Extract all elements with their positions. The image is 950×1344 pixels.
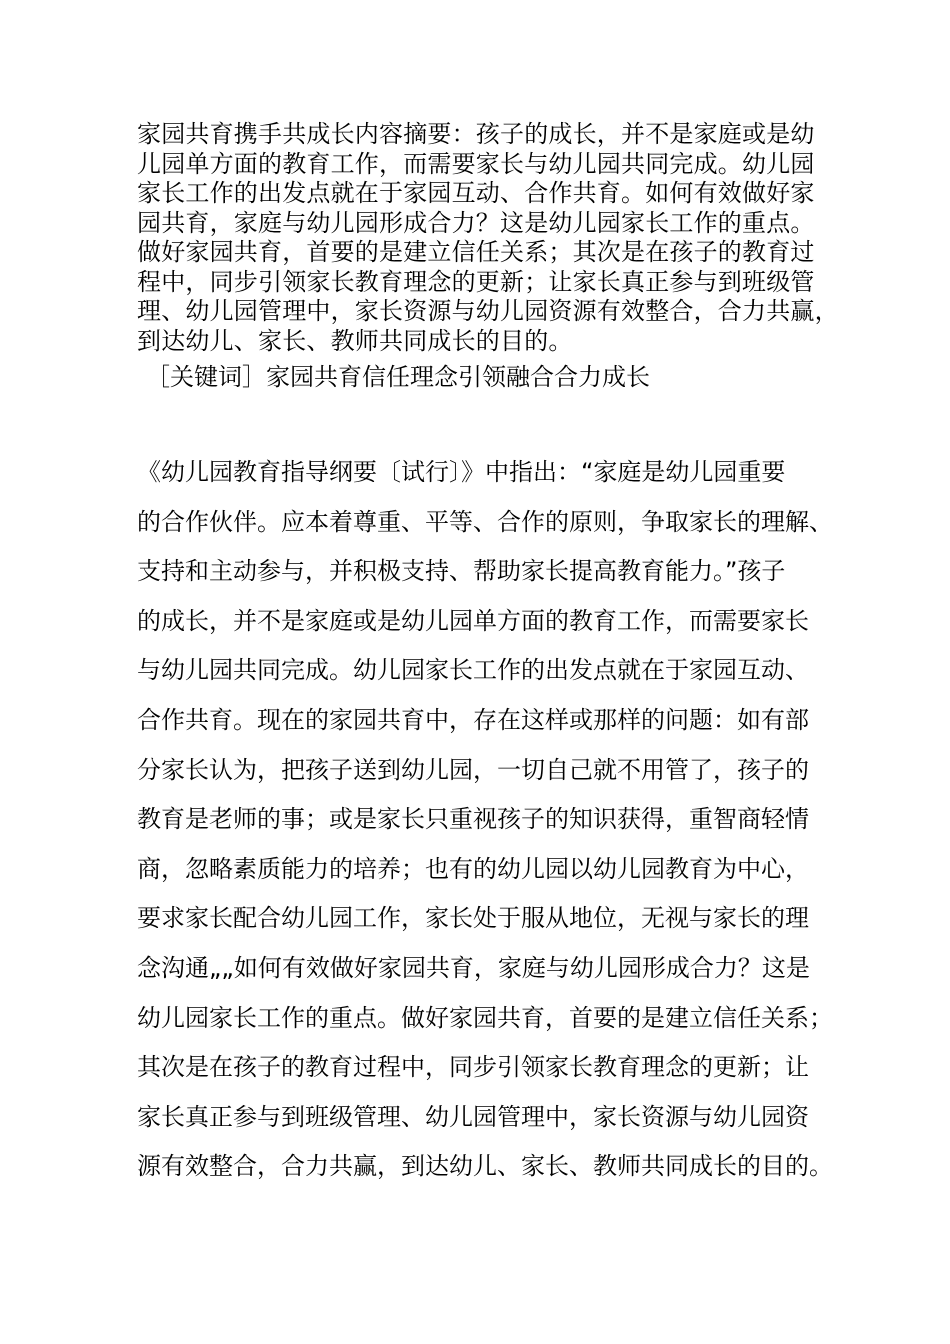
- body-line: 合作共育。现在的家园共育中，存在这样或那样的问题：如有部: [137, 705, 809, 734]
- body-line: 幼儿园家长工作的重点。做好家园共育，首要的是建立信任关系；: [137, 1003, 833, 1032]
- abstract-paragraph: [137, 120, 837, 356]
- body-line: 家长真正参与到班级管理、幼儿园管理中，家长资源与幼儿园资: [137, 1102, 809, 1131]
- abstract-line: 儿园单方面的教育工作，而需要家长与幼儿园共同完成。幼儿园: [137, 149, 815, 178]
- abstract-line: 做好家园共育，首要的是建立信任关系；其次是在孩子的教育过: [137, 238, 815, 266]
- body-line: 分家长认为，把孩子送到幼儿园，一切自己就不用管了，孩子的: [137, 755, 809, 784]
- abstract-line: 到达幼儿、家长、教师共同成长的目的。: [137, 326, 573, 355]
- body-line: 其次是在孩子的教育过程中，同步引领家长教育理念的更新；让: [137, 1053, 809, 1082]
- body-line: 商，忽略素质能力的培养；也有的幼儿园以幼儿园教育为中心，: [137, 854, 809, 883]
- body-line: 源有效整合，合力共赢，到达幼儿、家长、教师共同成长的目的。: [137, 1152, 833, 1181]
- body-line: 与幼儿园共同完成。幼儿园家长工作的出发点就在于家园互动、: [137, 656, 809, 685]
- body-line: 念沟通„„如何有效做好家园共育，家庭与幼儿园形成合力？这是: [137, 953, 810, 982]
- body-line: 支持和主动参与，并积极支持、帮助家长提高教育能力。”孩子: [137, 557, 786, 586]
- abstract-line: 家园共育携手共成长内容摘要：孩子的成长，并不是家庭或是幼: [137, 120, 815, 148]
- body-line: 要求家长配合幼儿园工作，家长处于服从地位，无视与家长的理: [137, 904, 809, 933]
- body-line: 的合作伙伴。应本着尊重、平等、合作的原则，争取家长的理解、: [137, 507, 833, 536]
- keywords-line: ［关键词］家园共育信任理念引领融合合力成长: [146, 363, 650, 391]
- abstract-line: 家长工作的出发点就在于家园互动、合作共育。如何有效做好家: [137, 179, 815, 207]
- body-paragraph: [137, 448, 842, 1192]
- abstract-line: 程中，同步引领家长教育理念的更新；让家长真正参与到班级管: [137, 267, 815, 296]
- body-line: 《幼儿园教育指导纲要〔试行〕》中指出：“家庭是幼儿园重要: [137, 458, 786, 486]
- body-line: 教育是老师的事；或是家长只重视孩子的知识获得，重智商轻情: [137, 805, 809, 834]
- body-line: 的成长，并不是家庭或是幼儿园单方面的教育工作，而需要家长: [137, 606, 809, 635]
- abstract-line: 理、幼儿园管理中，家长资源与幼儿园资源有效整合，合力共赢，: [137, 297, 839, 325]
- abstract-line: 园共育，家庭与幼儿园形成合力？这是幼儿园家长工作的重点。: [137, 208, 815, 237]
